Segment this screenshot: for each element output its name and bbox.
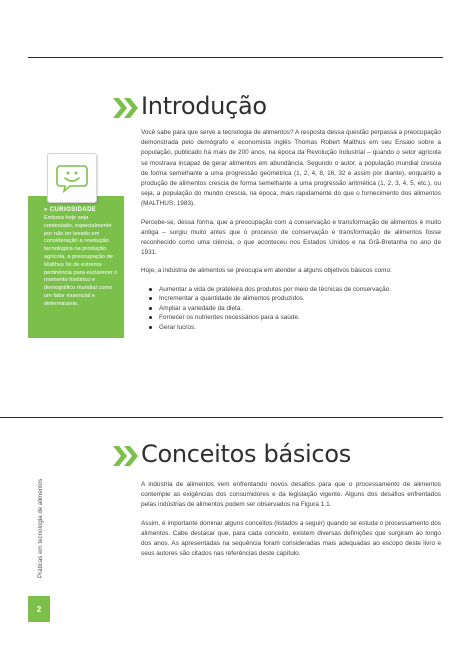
- list-item: Fornecer os nutrientes necessários para a saúde.: [159, 313, 441, 323]
- paragraph: Você sabe para que serve a tecnologia de alimentos? A resposta dessa questão perpassa a preocupação demonstrada pelo demógrafo e economista inglês Thomas Robert Malthus em seu Ensaio sobre a população, publicado há mais de 200 anos, na época da Revolução Industrial – quando o setor agrícola se mostrava incapaz de gerar alimentos em abundância. Segundo o autor, a população mundial crescia de forma semelhante a uma progressão geométrica (1, 2, 4, 8, 16, 32 e assim por diante), enquanto a produção de alimentos crescia de forma semelhante a uma progressão aritmética (1, 2, 3, 4, 5, etc.), ou seja, a população do mundo crescia, na época, mais rapidamente do que o fornecimento dos alimentos (MALTHUS, 1983).: [141, 129, 441, 208]
- paragraph: Percebe-se, dessa forma, que a preocupação com a conservação e transformação de alimentos é muito antiga – surgiu muito antes que o processo de conservação e transformação de alimentos fosse reconhecido como uma ciência, o que aconteceu nos Estados Unidos e na Grã-Bretanha no ano de 1931.: [141, 218, 441, 257]
- introducao-body: [141, 128, 441, 333]
- book-title-vertical: Práticas em tecnologia de alimentos: [37, 478, 44, 578]
- list-item: Aumentar a vida de prateleira dos produtos por meio de técnicas de conservação.: [159, 285, 441, 295]
- top-rule: [28, 57, 443, 58]
- double-chevron-icon: [113, 446, 139, 466]
- list-item: Ampliar a variedade da dieta.: [159, 304, 441, 314]
- paragraph: A indústria de alimentos vem enfrentando novos desafios para que o processamento de alimentos contemple as exigências dos consumidores e da legislação vigente. Alguns dos desafios enfrentados pelas indústrias de alimentos podem ser observados na Figura 1.1.: [141, 481, 441, 509]
- curiosity-text: Embora hoje seja contestado, especialmente por não ter levado em consideração a revolução tecnológica na produção agrícola, a preocupação de Malthus foi de extrema pertinência para esclarecer o momento histórico e demográfico mundial como um fator essencial e determinante.: [44, 215, 118, 307]
- section-title-introducao: Introdução: [141, 92, 267, 120]
- curiosity-label: » CURIOSIDADE: [44, 207, 97, 213]
- curiosity-box: [28, 196, 124, 338]
- objectives-list: [141, 285, 441, 333]
- list-item: Gerar lucros.: [159, 323, 441, 333]
- middle-rule: [0, 417, 443, 418]
- section-title-conceitos-basicos: Conceitos básicos: [141, 440, 351, 468]
- paragraph: Hoje, a indústria de alimentos se preocupa em atender a alguns objetivos básicos como:: [141, 267, 392, 275]
- paragraph: Assim, é importante dominar alguns conceitos (listados a seguir) quando se estuda o processamento dos alimentos. Cabe destacar que, para cada conceito, existem diversas definições que surgiram ao longo dos anos. As apresentadas na sequência foram consideradas mais adequadas ao escopo deste livro e seus autores são citados nas referências deste capítulo.: [141, 519, 441, 558]
- smiley-speech-bubble-icon: [48, 154, 96, 202]
- conceitos-body: [141, 480, 441, 567]
- curiosity-card: [47, 153, 97, 203]
- list-item: Incrementar a quantidade de alimentos produzidos.: [159, 294, 441, 304]
- double-chevron-icon: [113, 98, 139, 118]
- page-number: 2: [28, 596, 50, 622]
